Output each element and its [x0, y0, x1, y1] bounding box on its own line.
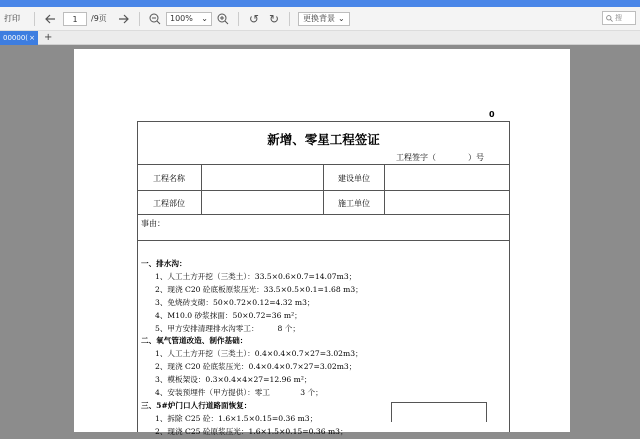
page-number-input[interactable]: 1	[63, 12, 87, 26]
tab-bar	[0, 31, 640, 45]
work-item: 3、免烧砖支砌：50×0.72×0.12=4.32 m3；	[155, 297, 315, 307]
section-heading: 一、排水沟：	[141, 259, 187, 268]
rotate-right-icon[interactable]: ↻	[268, 11, 280, 26]
document-page	[74, 49, 570, 436]
toolbar	[0, 7, 640, 31]
section-heading: 三、5#炉门口人行道路面恢复：	[141, 400, 252, 410]
zoom-value: 100%	[170, 14, 193, 23]
tab-document[interactable]	[0, 31, 38, 45]
search-input[interactable]	[602, 11, 636, 25]
chevron-down-icon: ⌄	[201, 14, 208, 23]
table-row	[138, 214, 509, 240]
zoom-select[interactable]	[166, 12, 212, 26]
work-item: 2、现浇 C25 砼原浆压光：1.6×1.5×0.15=0.36 m3；	[155, 426, 348, 436]
table-column-divider	[323, 164, 324, 214]
toolbar-divider	[34, 12, 35, 26]
change-background-label: 更换背景	[303, 14, 335, 23]
table-column-divider	[201, 164, 202, 214]
work-item: 1、人工土方开挖（三类土）：0.4×0.4×0.7×27=3.02m3；	[155, 349, 363, 359]
zoom-in-icon[interactable]	[216, 12, 230, 26]
page-marker: 0	[489, 110, 495, 119]
work-item: 1、拆除 C25 砼：1.6×1.5×0.15=0.36 m3；	[155, 413, 318, 423]
form-table	[137, 121, 510, 436]
document-viewport[interactable]	[0, 45, 640, 436]
add-tab-icon[interactable]: +	[44, 32, 53, 43]
page-title: 新增、零星工程签证	[267, 132, 380, 147]
search-icon	[606, 15, 613, 22]
close-icon[interactable]: ×	[29, 33, 35, 42]
work-item: 2、现浇 C20 砼底板原浆压光：33.5×0.5×0.1=1.68 m3；	[155, 284, 363, 294]
work-item: 3、模板架设：0.3×0.4×4×27=12.96 m²；	[155, 375, 312, 385]
chevron-down-icon: ⌄	[338, 14, 345, 23]
zoom-out-icon[interactable]	[148, 12, 162, 26]
search-placeholder: 搜	[615, 14, 622, 22]
page-total-label: /9页	[91, 14, 107, 23]
project-location-label: 工程部位	[153, 199, 185, 208]
change-background-button[interactable]	[298, 12, 350, 26]
window-top-strip	[0, 0, 640, 7]
table-divider	[138, 240, 509, 241]
tab-label: 00000(	[3, 33, 28, 42]
toolbar-divider	[238, 12, 239, 26]
project-name-label: 工程名称	[153, 174, 185, 183]
section-heading: 二、氧气管道改造、制作基础：	[141, 336, 248, 346]
toolbar-divider	[289, 12, 290, 26]
next-page-icon[interactable]	[117, 12, 131, 26]
work-item: 5、甲方安排清理排水沟零工： 8 个；	[155, 323, 300, 333]
table-column-divider	[384, 164, 385, 214]
previous-page-icon[interactable]	[43, 12, 57, 26]
work-item: 4、安装预埋件（甲方提供）：零工 3 个；	[155, 388, 323, 398]
toolbar-divider	[139, 12, 140, 26]
signature-code-label: 工程签字（ ）号	[396, 153, 484, 162]
work-item: 2、现浇 C20 砼底浆压光：0.4×0.4×0.7×27=3.02m3；	[155, 362, 357, 372]
reason-label: 事由：	[141, 219, 165, 228]
work-item: 4、M10.0 砂浆抹面：50×0.72=36 m²；	[155, 310, 302, 320]
contractor-unit-label: 施工单位	[338, 199, 370, 208]
print-button[interactable]: 打印	[4, 14, 20, 23]
rotate-left-icon[interactable]: ↺	[248, 11, 260, 26]
work-item: 1、人工土方开挖（三类土）：33.5×0.6×0.7=14.07m3；	[155, 271, 357, 281]
construction-unit-label: 建设单位	[338, 174, 370, 183]
signature-box	[391, 402, 487, 422]
